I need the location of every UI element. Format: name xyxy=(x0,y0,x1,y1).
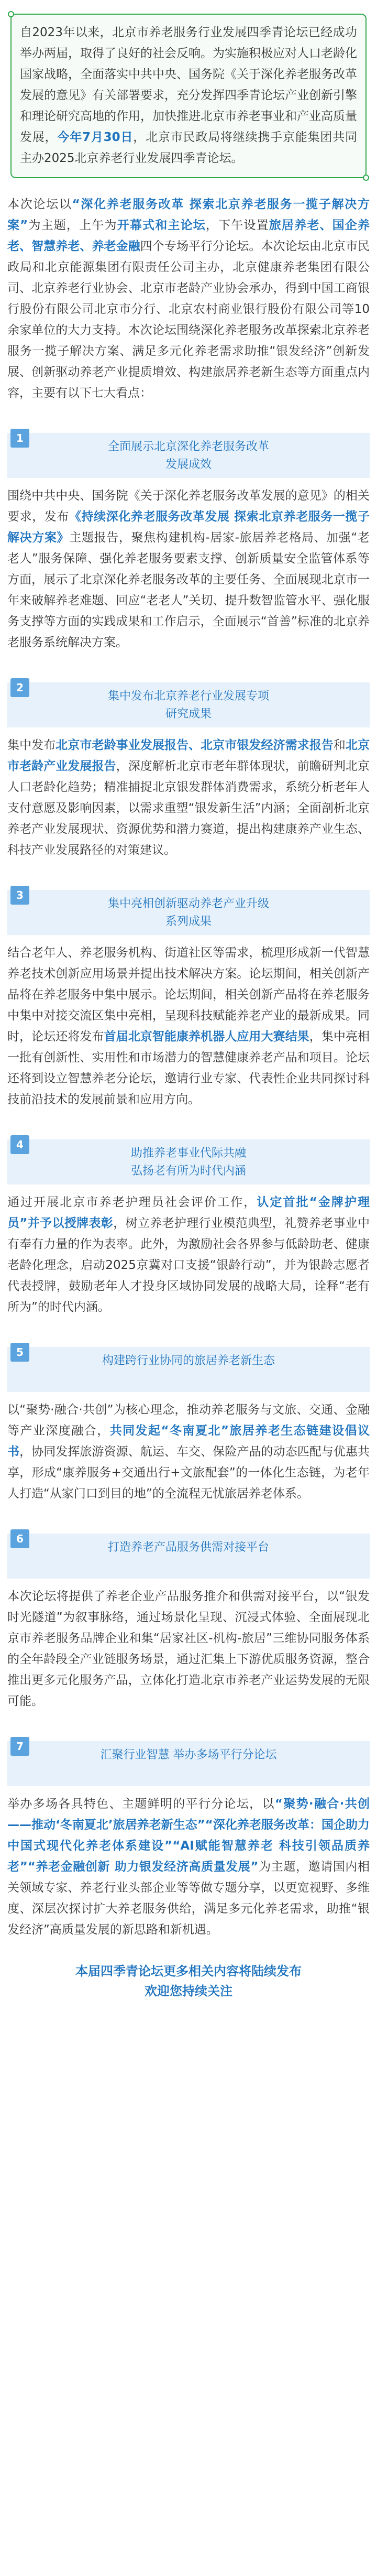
section-highlight: 北京市老龄事业发展报告、北京市银发经济需求报告 xyxy=(56,738,334,752)
section-number-badge: 2 xyxy=(10,678,29,697)
section-title-line: 全面展示北京深化养老服务改革 xyxy=(107,440,269,453)
section-body xyxy=(7,1586,370,1712)
overview-opening: 开幕式和主论坛 xyxy=(117,219,206,232)
section-title-line: 汇聚行业智慧 举办多场平行分论坛 xyxy=(100,1748,277,1762)
section-header xyxy=(7,1126,370,1189)
section-number-badge: 6 xyxy=(10,1529,29,1548)
article-page xyxy=(0,14,377,2024)
section-highlight: 《持续深化养老服务改革发展 探索北京养老服务一揽子解决方案》 xyxy=(7,510,370,545)
overview-text: 四个专场平行分论坛。本次论坛由北京市民政局和北京能源集团有限责任公司主办，北京健康养老集团有限公司、北京养老行业协会、北京市老龄产业协会承办，得到中国工商银行股份有限公司北京市分行、北京农村商业银行股份有限公司等10余家单位的大力支持。本次论坛围绕深化养老服务改革探索北京养老服务一揽子解决方案、满足多元化养老需求助推“银发经济”创新发展、创新驱动养老产业提质增效、构建旅居养老新生态等方面重点内容，主要有以下七大看点： xyxy=(7,240,370,400)
section-title xyxy=(44,438,333,474)
section-1 xyxy=(0,419,377,653)
section-header xyxy=(7,419,370,482)
section-body xyxy=(7,485,370,653)
section-title-line: 集中亮相创新驱动养老产业升级 xyxy=(107,897,269,910)
section-body-text: ，树立养老护理行业模范典型，礼赞养老事业中有奉有力量的作为表率。此外，为激励社会各界参与低龄助老、健康老龄化理念，启动2025京冀对口支援“银龄行动”，并为银龄志愿者代表授牌，鼓励老年人才投身区域协同发展的战略大局，诠释“老有所为”的时代内涵。 xyxy=(7,1216,370,1314)
intro-text-1: 自2023年以来，北京市养老服务行业发展四季青论坛已经成功举办两届，取得了良好的社会反响。为实施积极应对人口老龄化国家战略，全面落实中共中央、国务院《关于深化养老服务改革发展的意见》有关部署要求，充分发挥四季青论坛产业创新引擎和理论研究高地的作用，加快推进北京市养老事业和产业高质量发展， xyxy=(20,26,357,144)
section-7 xyxy=(0,1727,377,1940)
section-body-text: 和 xyxy=(333,738,346,752)
section-body-text: 通过开展北京市养老护理员社会评价工作， xyxy=(7,1195,257,1209)
section-body-text: ，协同发挥旅游资源、航运、车交、保险产品的动态匹配与优惠共享，形成“康养服务+交通出行+文旅配套”的一体化生态链，为老年人打造“从家门口到目的地”的全流程无忧旅居养老体系。 xyxy=(7,1445,370,1501)
overview-text: 为主题，上午为 xyxy=(28,219,117,232)
bottom-spacer xyxy=(0,2001,377,2024)
intro-box xyxy=(10,14,367,178)
outro xyxy=(7,1961,370,2001)
section-header xyxy=(7,669,370,732)
section-2 xyxy=(0,669,377,861)
section-title-line: 系列成果 xyxy=(165,915,212,928)
section-body-text: ，集中亮相一批有创新性、实用性和市场潜力的智慧健康养老产品和项目。论坛还将到设立智慧养老分论坛，邀请行业专家、代表性企业共同探讨科技前沿技术的发展前景和应用方向。 xyxy=(7,1030,370,1106)
section-number-badge: 1 xyxy=(10,429,29,448)
overview-text: ，下午设置 xyxy=(205,219,269,232)
section-body-text: 主题报告，聚焦构建机构-居家-旅居养老格局、加强“老老人”服务保障、强化养老服务要素支撑、创新质量安全监管体系等方面，展示了北京深化养老服务改革的主要任务、全面展现北京市一年来破解养老难题、回应“老老人”关切、提升数智监管水平、强化服务支撑等方面的实践成果和工作启示，全面展示“首善”标准的北京养老服务系统解决方案。 xyxy=(7,531,370,649)
section-header xyxy=(7,1520,370,1583)
section-body-text: ，深度解析北京市老年群体现状，前瞻研判北京人口老龄化趋势；精准捕捉北京银发群体消费需求，系统分析老年人支付意愿及影响因素，以需求重塑“银发新生活”内涵；全面剖析北京养老产业发展现状、资源优势和潜力赛道，提出构建康养产业生态、科技产业发展路径的对策建议。 xyxy=(7,759,370,857)
overview-paragraph xyxy=(7,194,370,404)
section-title-line: 研究成果 xyxy=(165,708,212,721)
section-body xyxy=(7,735,370,861)
section-body xyxy=(7,942,370,1110)
section-title-line: 弘扬老有所为时代内涵 xyxy=(130,1165,246,1178)
outro-line-1: 本届四季青论坛更多相关内容将陆续发布 xyxy=(75,1964,302,1979)
section-title xyxy=(44,1746,333,1764)
section-3 xyxy=(0,876,377,1110)
intro-date: 今年7月30日 xyxy=(57,131,134,144)
section-body-text: 围绕中共中央、国务院《关于深化养老服务改革发展的意见》的相关要求，发布 xyxy=(7,489,370,524)
section-title xyxy=(44,688,333,723)
section-header xyxy=(7,1333,370,1396)
section-header xyxy=(7,1727,370,1790)
section-title-line: 打造养老产品服务供需对接平台 xyxy=(107,1541,269,1554)
section-highlight: 首届北京智能康养机器人应用大赛结果 xyxy=(104,1030,309,1044)
overview-text: 本次论坛以 xyxy=(7,198,72,211)
section-header xyxy=(7,876,370,939)
section-highlight: 北京市老龄产业发展报告 xyxy=(7,738,370,773)
outro-line-2: 欢迎您持续关注 xyxy=(145,1984,232,1998)
section-title-line: 构建跨行业协同的旅居养老新生态 xyxy=(102,1354,275,1367)
section-number-badge: 7 xyxy=(10,1737,29,1756)
section-body xyxy=(7,1399,370,1504)
section-body xyxy=(7,1794,370,1940)
section-number-badge: 3 xyxy=(10,886,29,905)
section-6 xyxy=(0,1520,377,1712)
section-title xyxy=(44,1539,333,1557)
section-title-line: 集中发布北京养老行业发展专项 xyxy=(107,690,269,703)
section-body-text: 集中发布 xyxy=(7,738,56,752)
overview-forums: 旅居养老、国企养老、智慧养老、养老金融 xyxy=(7,219,370,253)
section-highlight: “聚势·融合·共创——推动‘冬南夏北’旅居养老新生态”“深化养老服务改革：国企助力中国式现代化养老体系建设”“AI赋能智慧养老 科技引领品质养老”“养老金融创新 助力银发经济高质量发展” xyxy=(7,1797,370,1874)
section-title xyxy=(44,1352,333,1370)
section-title xyxy=(44,1145,333,1180)
section-5 xyxy=(0,1333,377,1504)
section-title-line: 助推养老事业代际共融 xyxy=(130,1147,246,1160)
intro-paragraph xyxy=(20,22,357,169)
section-highlight: 认定首批“金牌护理员”并予以授牌表彰 xyxy=(7,1195,370,1230)
section-body-text: 以“聚势·融合·共创”为核心理念，推动养老服务与文旅、交通、金融等产业深度融合， xyxy=(7,1403,370,1438)
overview-theme: “深化养老服务改革 探索北京养老服务一揽子解决方案” xyxy=(7,198,370,232)
section-body-text: 结合老年人、养老服务机构、街道社区等需求，梳理形成新一代智慧养老技术创新应用场景并提出技术解决方案。论坛期间，相关创新产品将在养老服务中集中展示。论坛期间，相关创新产品将在养老服务中集中对接交流区集中亮相，呈现科技赋能养老产业的最新成果。同时，论坛还将发布 xyxy=(7,946,370,1044)
section-4 xyxy=(0,1126,377,1318)
section-body-text: 本次论坛将提供了养老企业产品服务推介和供需对接平台，以“银发时光隧道”为叙事脉络，通过场景化呈现、沉浸式体验、全面展现北京市养老服务品牌企业和集“居家社区-机构-旅居”三维协同服务体系的全年龄段全产业链服务场景，通过汇集上下游优质服务资源，整合推出更多元化服务产品，立体化打造北京市养老产业运势发展的无限可能。 xyxy=(7,1590,370,1708)
section-number-badge: 5 xyxy=(10,1343,29,1362)
section-body-text: 举办多场各具特色、主题鲜明的平行分论坛，以 xyxy=(7,1797,275,1811)
section-body xyxy=(7,1192,370,1318)
intro-text-2: ，北京市民政局将继续携手京能集团共同主办2025北京养老行业发展四季青论坛。 xyxy=(20,131,358,165)
section-title xyxy=(44,895,333,931)
section-body-text: 为主题，邀请国内相关领域专家、养老行业头部企业等等做专题分享，以更宽视野、多维度、深层次探讨扩大养老服务供给，满足多元化养老需求，助推“银发经济”高质量发展的新思路和新机遇。 xyxy=(7,1860,370,1937)
section-highlight: 共同发起“冬南夏北”旅居养老生态链建设倡议书 xyxy=(7,1424,370,1459)
section-number-badge: 4 xyxy=(10,1135,29,1154)
section-title-line: 发展成效 xyxy=(165,458,212,471)
